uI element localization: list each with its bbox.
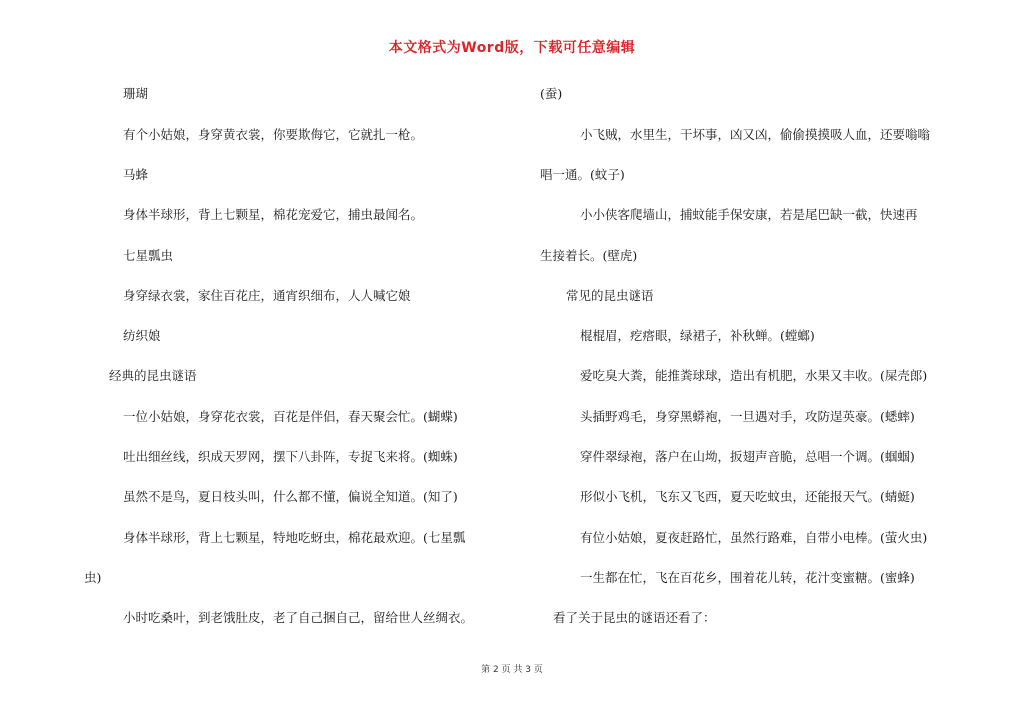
right-line: 唱一通。(蚊子) xyxy=(540,167,625,182)
left-line: 小时吃桑叶，到老饿肚皮，老了自己捆自己，留给世人丝绸衣。 xyxy=(123,610,474,625)
left-line: 七星瓢虫 xyxy=(123,248,174,263)
right-line: 有位小姑娘，夏夜赶路忙，虽然行路难，自带小电棒。(萤火虫) xyxy=(580,530,928,545)
left-line: 虽然不是鸟，夏日枝头叫，什么都不懂，偏说全知道。(知了) xyxy=(123,489,458,504)
right-line: 小飞贼，水里生，干坏事，凶又凶，偷偷摸摸吸人血，还要嗡嗡 xyxy=(580,127,931,142)
section-heading: 常见的昆虫谜语 xyxy=(566,288,654,303)
left-line: 吐出细丝线，织成天罗网，摆下八卦阵，专捉飞来将。(蜘蛛) xyxy=(123,449,458,464)
right-line: 穿件翠绿袍，落户在山坳，扳翅声音脆，总唱一个调。(蝈蝈) xyxy=(580,449,915,464)
right-line: 棍棍眉，疙瘩眼，绿裙子，补秋蝉。(螳螂) xyxy=(580,328,815,343)
right-line: 小小侠客爬墙山，捕蚊能手保安康，若是尾巴缺一截，快速再 xyxy=(580,207,918,222)
left-line: 身体半球形，背上七颗星，特地吃蚜虫，棉花最欢迎。(七星瓢 xyxy=(123,530,466,545)
left-line: 马蜂 xyxy=(123,167,149,182)
left-line: 虫) xyxy=(84,570,102,585)
section-heading: 经典的昆虫谜语 xyxy=(109,368,197,383)
left-line: 珊瑚 xyxy=(123,86,149,101)
left-line: 纺织娘 xyxy=(123,328,161,343)
left-line: 有个小姑娘，身穿黄衣裳，你要欺侮它，它就扎一枪。 xyxy=(123,127,424,142)
page-number: 第 2 页 共 3 页 xyxy=(481,665,543,675)
left-line: 身穿绿衣裳，家住百花庄，通宵织细布，人人喊它娘 xyxy=(123,288,411,303)
right-line: 爱吃臭大粪，能推粪球球，造出有机肥，水果又丰收。(屎壳郎) xyxy=(580,368,928,383)
left-line: 身体半球形，背上七颗星，棉花宠爱它，捕虫最闻名。 xyxy=(123,207,424,222)
document-header: 本文格式为Word版，下载可任意编辑 xyxy=(388,40,636,56)
right-line: 头插野鸡毛，身穿黑蟒袍，一旦遇对手，攻防逞英豪。(蟋蟀) xyxy=(580,409,915,424)
left-line: 一位小姑娘，身穿花衣裳，百花是伴侣，春天聚会忙。(蝴蝶) xyxy=(123,409,458,424)
right-line: 形似小飞机，飞东又飞西，夏天吃蚊虫，还能报天气。(蜻蜓) xyxy=(580,489,915,504)
right-line: (蚕) xyxy=(540,86,563,101)
right-line: 看了关于昆虫的谜语还看了： xyxy=(553,610,716,625)
right-line: 一生都在忙，飞在百花乡，围着花儿转，花汁变蜜糖。(蜜蜂) xyxy=(580,570,915,585)
right-line: 生接着长。(壁虎) xyxy=(540,248,638,263)
